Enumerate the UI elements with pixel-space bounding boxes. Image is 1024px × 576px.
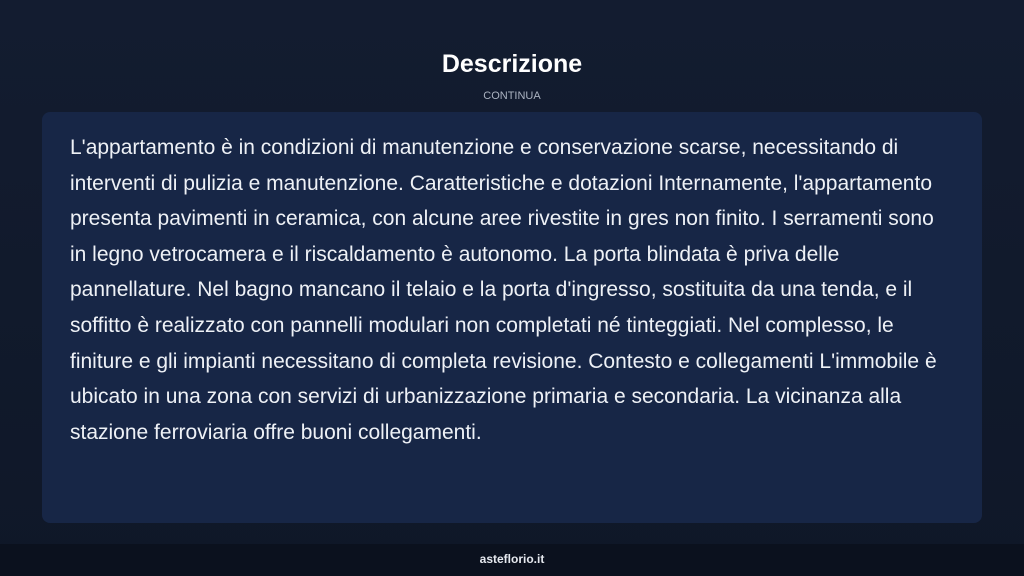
- page-title: Descrizione: [441, 50, 583, 78]
- description-text: L'appartamento è in condizioni di manutenzione e conservazione scarse, necessitando di interventi di pulizia e manutenzione. Caratteristiche e dotazioni Internamente, l'appartamento presenta pavimenti in ceramica, con alcune aree rivestite in gres non finito. I serramenti sono in legno vetrocamera e il riscaldamento è autonomo. La porta blindata è priva delle pannellature. Nel bagno mancano il telaio e la porta d'ingresso, sostituita da una tenda, e il soffitto è realizzato con pannelli modulari non completati né tinteggiati. Nel complesso, le finiture e gli impianti necessitano di completa revisione. Contesto e collegamenti L'immobile è ubicato in una zona con servizi di urbanizzazione primaria e secondaria. La vicinanza alla stazione ferroviaria offre buoni collegamenti.: [70, 136, 937, 444]
- footer-bar: [0, 544, 1024, 576]
- description-card: [42, 112, 982, 523]
- continue-label: CONTINUA: [483, 90, 541, 102]
- footer-site-label: asteflorio.it: [479, 552, 545, 566]
